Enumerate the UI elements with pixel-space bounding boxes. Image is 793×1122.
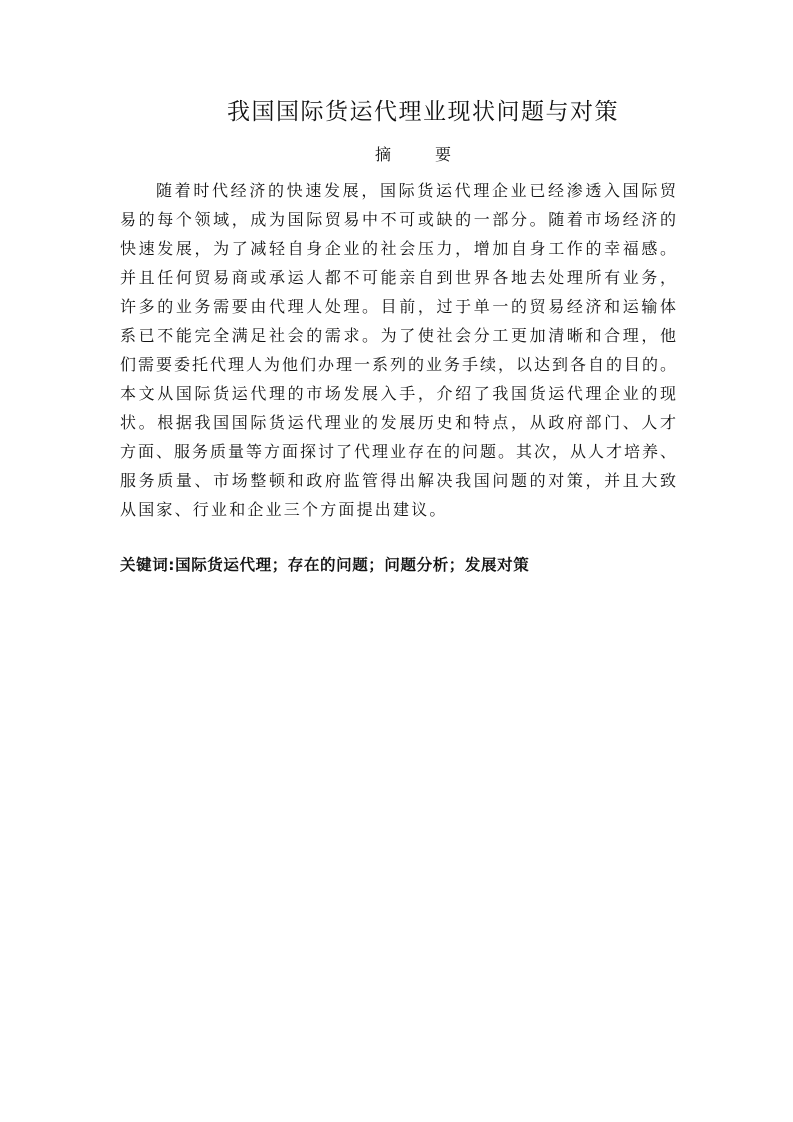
abstract-line: 并且任何贸易商或承运人都不可能亲自到世界各地去处理所有业务， xyxy=(120,268,676,287)
abstract-line: 许多的业务需要由代理人处理。目前，过于单一的贸易经济和运输体 xyxy=(120,297,676,316)
document-title: 我国国际货运代理业现状问题与对策 xyxy=(227,99,619,125)
abstract-line: 从国家、行业和企业三个方面提出建议。 xyxy=(120,500,448,519)
abstract-line: 快速发展，为了减轻自身企业的社会压力，增加自身工作的幸福感。 xyxy=(120,239,676,258)
abstract-line: 随着时代经济的快速发展，国际货运代理企业已经渗透入国际贸 xyxy=(156,181,676,200)
abstract-line: 状。根据我国国际货运代理业的发展历史和特点，从政府部门、人才 xyxy=(120,413,676,432)
abstract-heading-char-2: 要 xyxy=(435,145,452,164)
abstract-line: 本文从国际货运代理的市场发展入手，介绍了我国货运代理企业的现 xyxy=(120,384,676,403)
abstract-line: 服务质量、市场整顿和政府监管得出解决我国问题的对策，并且大致 xyxy=(120,471,676,490)
abstract-line: 们需要委托代理人为他们办理一系列的业务手续，以达到各自的目的。 xyxy=(120,355,676,374)
abstract-line: 方面、服务质量等方面探讨了代理业存在的问题。其次，从人才培养、 xyxy=(120,442,676,461)
abstract-heading-char-1: 摘 xyxy=(374,145,391,164)
abstract-line: 易的每个领域，成为国际贸易中不可或缺的一部分。随着市场经济的 xyxy=(120,210,676,229)
abstract-body xyxy=(120,176,676,524)
keywords-line: 关键词:国际货运代理；存在的问题；问题分析；发展对策 xyxy=(120,556,530,574)
abstract-heading xyxy=(0,144,793,166)
abstract-line: 系已不能完全满足社会的需求。为了使社会分工更加清晰和合理，他 xyxy=(120,326,676,345)
